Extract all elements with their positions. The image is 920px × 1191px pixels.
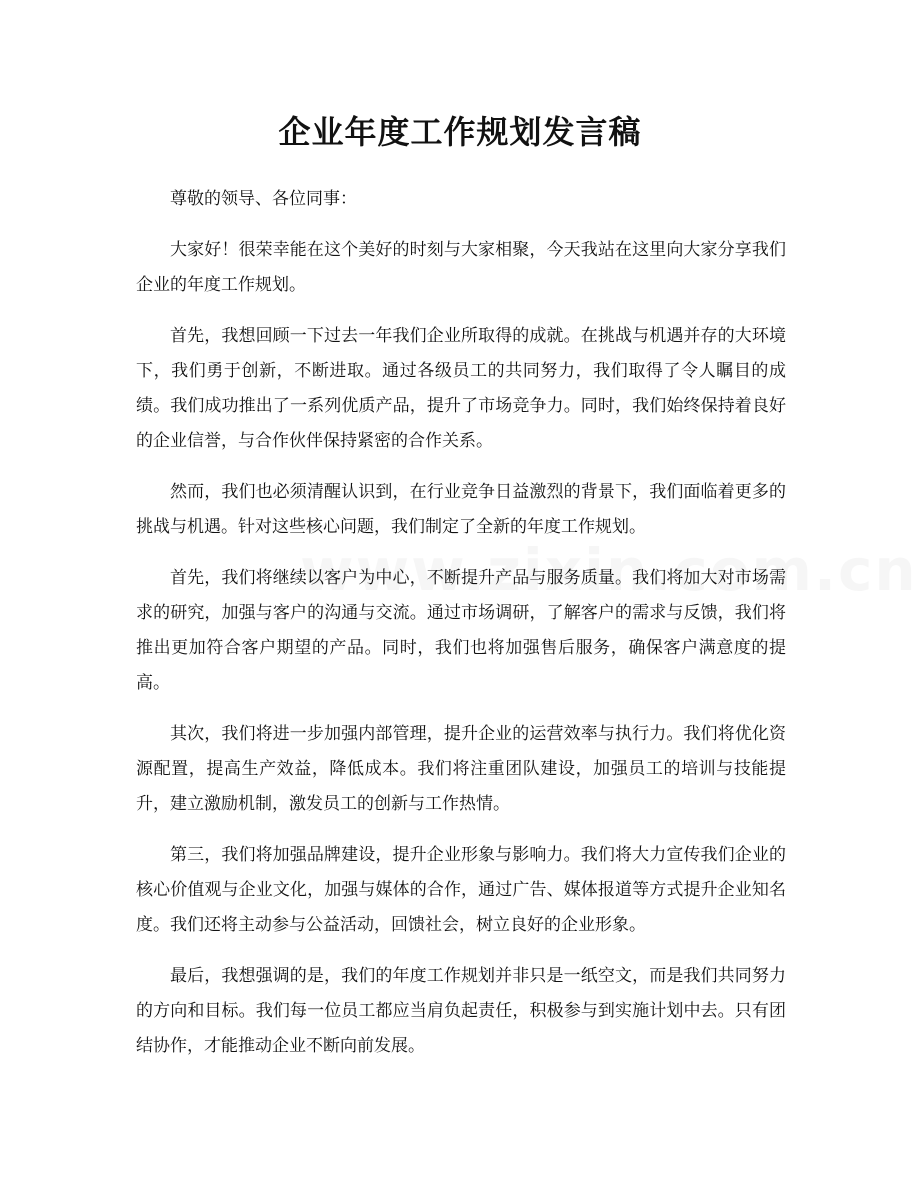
paragraph-internal-management: 其次，我们将进一步加强内部管理，提升企业的运营效率与执行力。我们将优化资源配置，提高生产效益，降低成本。我们将注重团队建设，加强员工的培训与技能提升，建立激励机制，激发员工的创新与工作热情。 bbox=[136, 724, 786, 814]
paragraph-conclusion: 最后，我想强调的是，我们的年度工作规划并非只是一纸空文，而是我们共同努力的方向和目标。我们每一位员工都应当肩负起责任，积极参与到实施计划中去。只有团结协作，才能推动企业不断向前发展。 bbox=[136, 966, 786, 1056]
paragraph-customer-focus: 首先，我们将继续以客户为中心，不断提升产品与服务质量。我们将加大对市场需求的研究，加强与客户的沟通与交流。通过市场调研，了解客户的需求与反馈，我们将推出更加符合客户期望的产品。同时，我们也将加强售后服务，确保客户满意度的提高。 bbox=[136, 568, 786, 693]
document-title: 企业年度工作规划发言稿 bbox=[278, 113, 642, 151]
document-body bbox=[136, 182, 786, 1080]
paragraph-challenges: 然而，我们也必须清醒认识到，在行业竞争日益激烈的背景下，我们面临着更多的挑战与机遇。针对这些核心问题，我们制定了全新的年度工作规划。 bbox=[136, 482, 786, 537]
paragraph-greeting: 大家好！很荣幸能在这个美好的时刻与大家相聚，今天我站在这里向大家分享我们企业的年度工作规划。 bbox=[136, 240, 786, 295]
paragraph-brand-building: 第三，我们将加强品牌建设，提升企业形象与影响力。我们将大力宣传我们企业的核心价值观与企业文化，加强与媒体的合作，通过广告、媒体报道等方式提升企业知名度。我们还将主动参与公益活动，回馈社会，树立良好的企业形象。 bbox=[136, 845, 786, 935]
paragraph-review: 首先，我想回顾一下过去一年我们企业所取得的成就。在挑战与机遇并存的大环境下，我们勇于创新，不断进取。通过各级员工的共同努力，我们取得了令人瞩目的成绩。我们成功推出了一系列优质产品，提升了市场竞争力。同时，我们始终保持着良好的企业信誉，与合作伙伴保持紧密的合作关系。 bbox=[136, 326, 786, 451]
salutation: 尊敬的领导、各位同事： bbox=[170, 189, 357, 209]
